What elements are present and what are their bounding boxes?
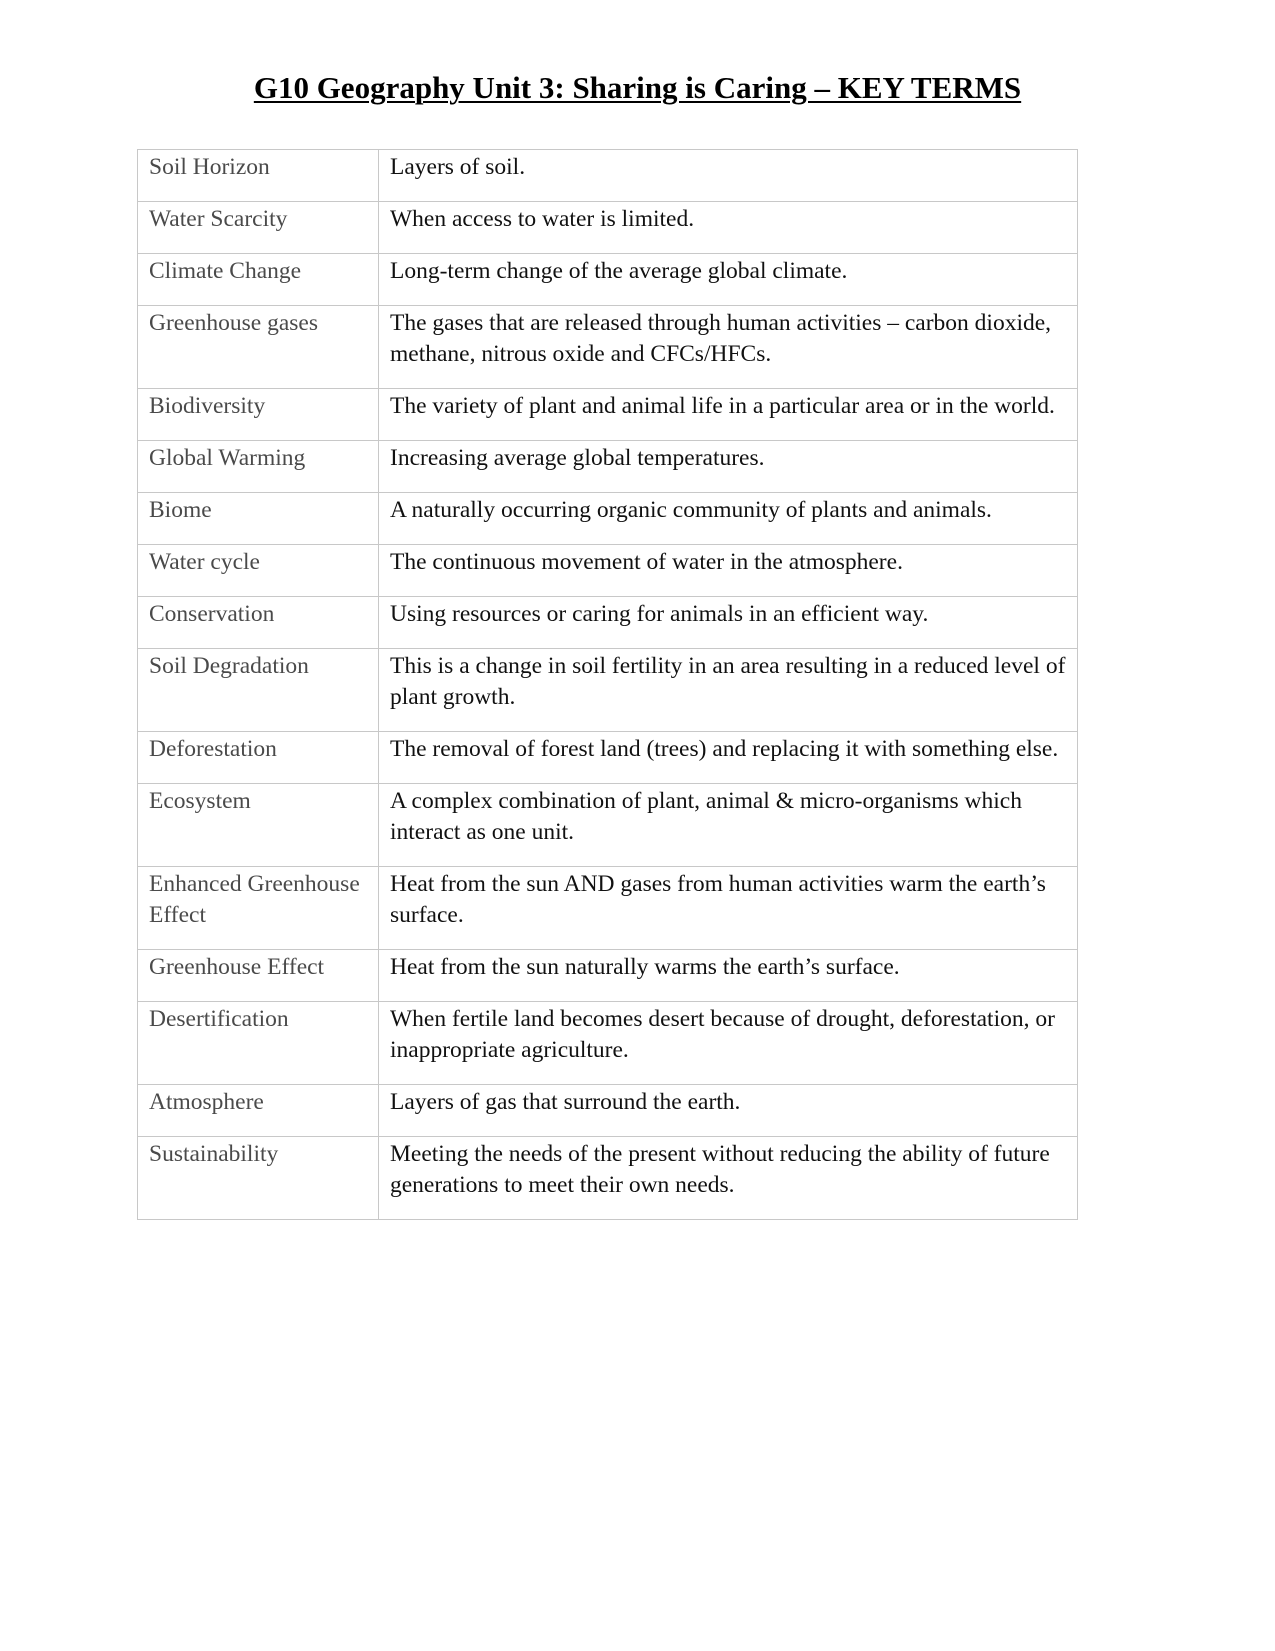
- table-row: [138, 867, 1078, 950]
- term-cell: Water Scarcity: [138, 202, 379, 254]
- definition-cell: Long-term change of the average global climate.: [379, 254, 1078, 306]
- definition-cell: Increasing average global temperatures.: [379, 441, 1078, 493]
- key-terms-body: [138, 150, 1078, 1220]
- term-cell: Conservation: [138, 597, 379, 649]
- definition-cell: The gases that are released through human activities – carbon dioxide, methane, nitrous oxide and CFCs/HFCs.: [379, 306, 1078, 389]
- table-row: [138, 597, 1078, 649]
- definition-cell: This is a change in soil fertility in an area resulting in a reduced level of plant growth.: [379, 649, 1078, 732]
- definition-cell: Layers of soil.: [379, 150, 1078, 202]
- table-row: [138, 1002, 1078, 1085]
- definition-cell: The continuous movement of water in the atmosphere.: [379, 545, 1078, 597]
- table-row: [138, 493, 1078, 545]
- term-cell: Sustainability: [138, 1137, 379, 1220]
- table-row: [138, 389, 1078, 441]
- table-row: [138, 1137, 1078, 1220]
- table-row: [138, 150, 1078, 202]
- table-row: [138, 950, 1078, 1002]
- term-cell: Deforestation: [138, 732, 379, 784]
- table-row: [138, 254, 1078, 306]
- definition-cell: Meeting the needs of the present without reducing the ability of future generations to meet their own needs.: [379, 1137, 1078, 1220]
- definition-cell: Using resources or caring for animals in an efficient way.: [379, 597, 1078, 649]
- table-row: [138, 1085, 1078, 1137]
- definition-cell: Layers of gas that surround the earth.: [379, 1085, 1078, 1137]
- term-cell: Soil Horizon: [138, 150, 379, 202]
- term-cell: Desertification: [138, 1002, 379, 1085]
- definition-cell: The variety of plant and animal life in a particular area or in the world.: [379, 389, 1078, 441]
- term-cell: Greenhouse gases: [138, 306, 379, 389]
- definition-cell: A complex combination of plant, animal & micro-organisms which interact as one unit.: [379, 784, 1078, 867]
- term-cell: Global Warming: [138, 441, 379, 493]
- table-row: [138, 649, 1078, 732]
- key-terms-table: [137, 149, 1078, 1220]
- table-row: [138, 732, 1078, 784]
- term-cell: Enhanced Greenhouse Effect: [138, 867, 379, 950]
- table-row: [138, 306, 1078, 389]
- term-cell: Biome: [138, 493, 379, 545]
- definition-cell: A naturally occurring organic community of plants and animals.: [379, 493, 1078, 545]
- term-cell: Atmosphere: [138, 1085, 379, 1137]
- term-cell: Water cycle: [138, 545, 379, 597]
- term-cell: Climate Change: [138, 254, 379, 306]
- table-row: [138, 784, 1078, 867]
- table-row: [138, 441, 1078, 493]
- definition-cell: Heat from the sun naturally warms the earth’s surface.: [379, 950, 1078, 1002]
- definition-cell: Heat from the sun AND gases from human activities warm the earth’s surface.: [379, 867, 1078, 950]
- table-row: [138, 202, 1078, 254]
- term-cell: Greenhouse Effect: [138, 950, 379, 1002]
- definition-cell: When access to water is limited.: [379, 202, 1078, 254]
- page-title: G10 Geography Unit 3: Sharing is Caring – KEY TERMS: [253, 70, 1022, 105]
- term-cell: Ecosystem: [138, 784, 379, 867]
- term-cell: Soil Degradation: [138, 649, 379, 732]
- term-cell: Biodiversity: [138, 389, 379, 441]
- definition-cell: When fertile land becomes desert because of drought, deforestation, or inappropriate agriculture.: [379, 1002, 1078, 1085]
- table-row: [138, 545, 1078, 597]
- definition-cell: The removal of forest land (trees) and replacing it with something else.: [379, 732, 1078, 784]
